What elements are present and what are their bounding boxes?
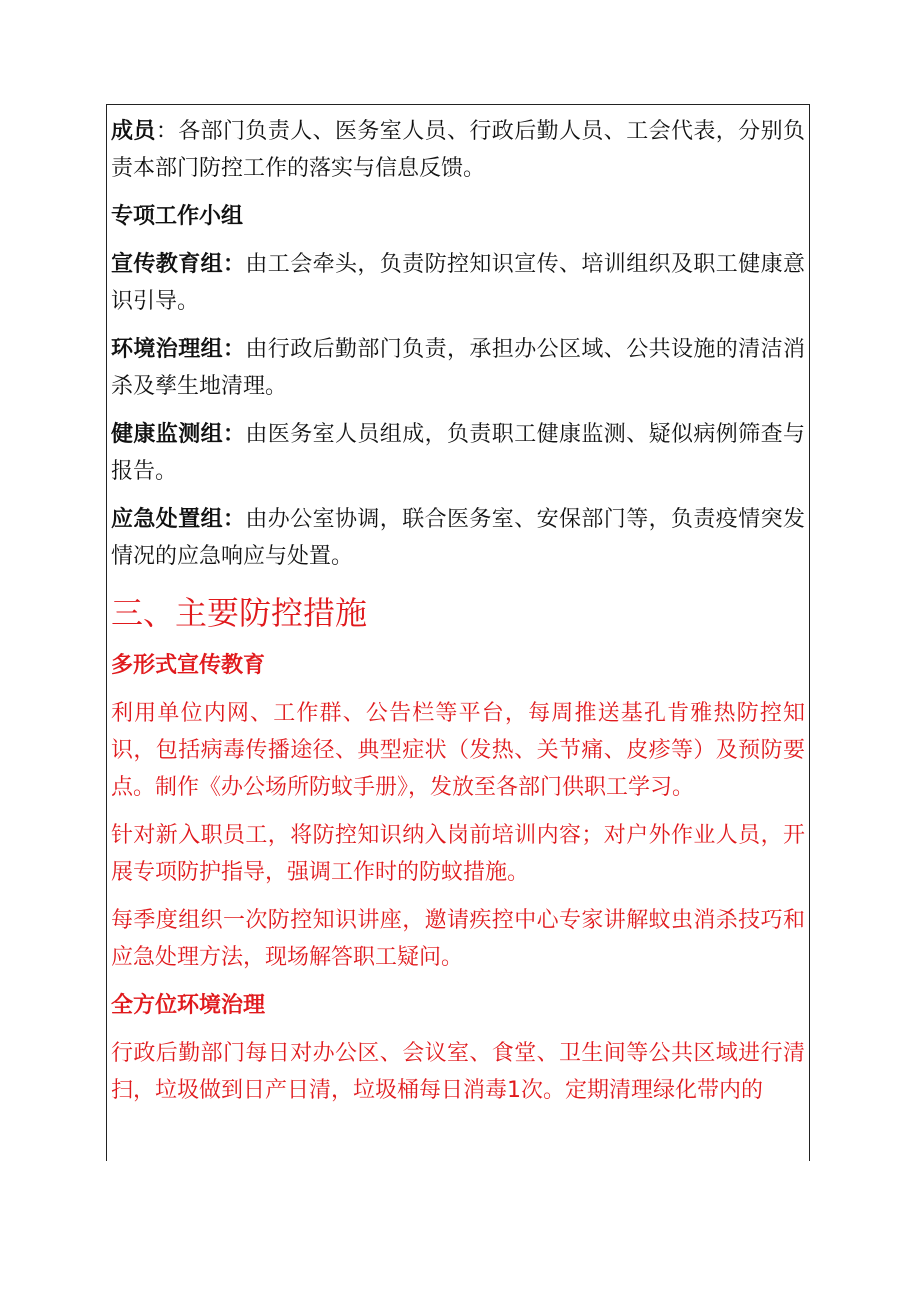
group-paragraph-publicity xyxy=(111,246,805,320)
environment-subheading: 全方位环境治理 xyxy=(111,993,266,1018)
members-paragraph xyxy=(111,113,805,187)
members-label: 成员 xyxy=(111,119,156,144)
special-groups-heading: 专项工作小组 xyxy=(111,204,244,229)
members-colon: ： xyxy=(155,119,179,144)
members-text: 各部门负责人、医务室人员、行政后勤人员、工会代表，分别负责本部门防控工作的落实与信息反馈。 xyxy=(111,119,805,181)
document-frame xyxy=(106,104,810,1161)
education-paragraph: 针对新入职员工，将防控知识纳入岗前培训内容；对户外作业人员，开展专项防护指导，强调工作时的防蚊措施。 xyxy=(111,823,805,885)
section-three-heading: 三、主要防控措施 xyxy=(111,594,368,632)
group-paragraph-health xyxy=(111,416,805,490)
group-text: 由工会牵头，负责防控知识宣传、培训组织及职工健康意识引导。 xyxy=(111,252,805,314)
education-paragraph: 每季度组织一次防控知识讲座，邀请疾控中心专家讲解蚊虫消杀技巧和应急处理方法，现场解答职工疑问。 xyxy=(111,908,805,970)
group-paragraph-environment xyxy=(111,331,805,405)
document-content xyxy=(111,113,805,1120)
environment-paragraph: 行政后勤部门每日对办公区、会议室、食堂、卫生间等公共区域进行清扫，垃圾做到日产日清，垃圾桶每日消毒1次。定期清理绿化带内的 xyxy=(111,1041,805,1103)
education-subheading: 多形式宣传教育 xyxy=(111,653,266,678)
group-label: 健康监测组： xyxy=(111,422,246,447)
group-label: 应急处置组： xyxy=(111,507,246,532)
group-label: 环境治理组： xyxy=(111,337,246,362)
group-text: 由行政后勤部门负责，承担办公区域、公共设施的清洁消杀及孳生地清理。 xyxy=(111,337,805,399)
group-text: 由医务室人员组成，负责职工健康监测、疑似病例筛查与报告。 xyxy=(111,422,805,484)
education-paragraph: 利用单位内网、工作群、公告栏等平台，每周推送基孔肯雅热防控知识，包括病毒传播途径、典型症状（发热、关节痛、皮疹等）及预防要点。制作《办公场所防蚊手册》，发放至各部门供职工学习。 xyxy=(111,701,805,800)
group-label: 宣传教育组： xyxy=(111,252,246,277)
group-paragraph-emergency xyxy=(111,501,805,575)
group-text: 由办公室协调，联合医务室、安保部门等，负责疫情突发情况的应急响应与处置。 xyxy=(111,507,805,569)
